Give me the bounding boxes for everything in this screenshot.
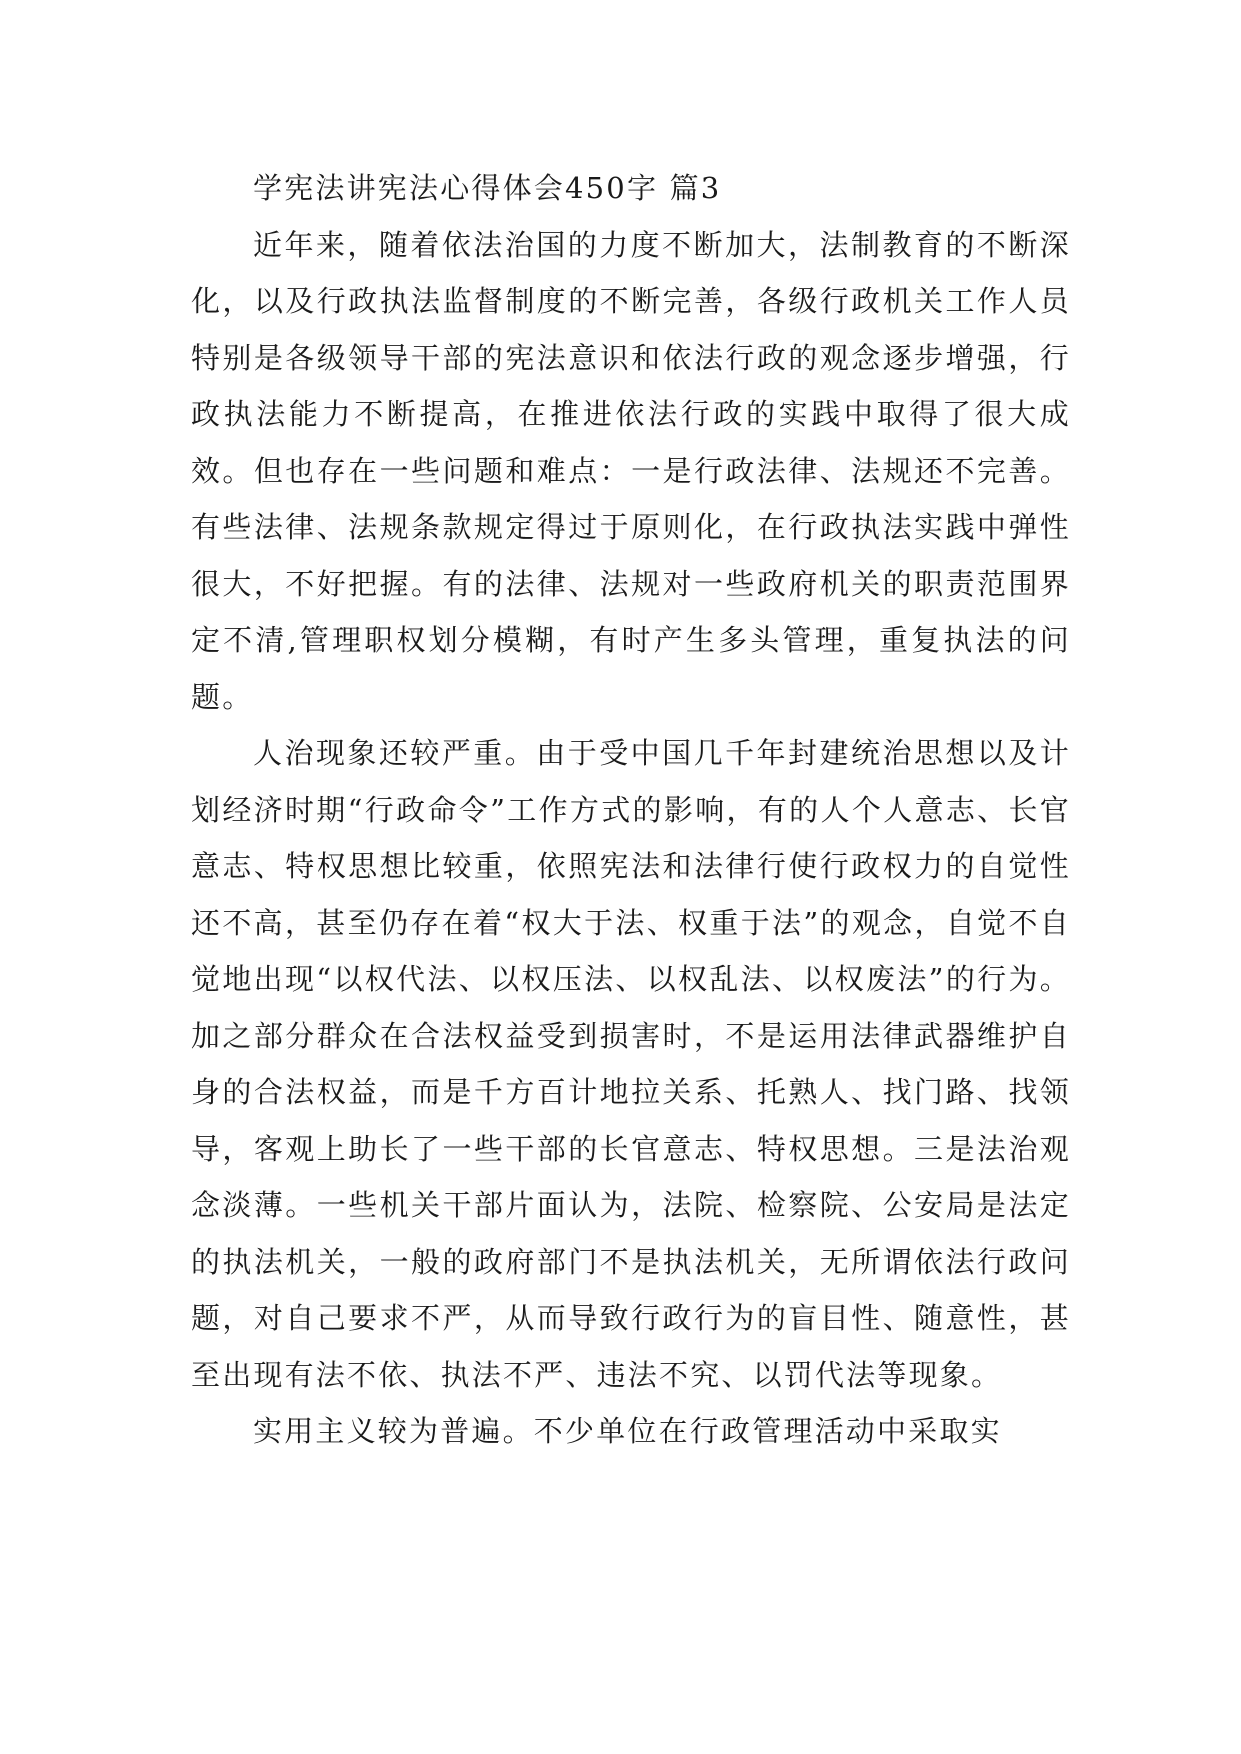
paragraph-2: 人治现象还较严重。由于受中国几千年封建统治思想以及计划经济时期“行政命令”工作方式的影响，有的人个人意志、长官意志、特权思想比较重，依照宪法和法律行使行政权力的自觉性还不高，甚至仍存在着“权大于法、权重于法”的观念，自觉不自觉地出现“以权代法、以权压法、以权乱法、以权废法”的行为。加之部分群众在合法权益受到损害时，不是运用法律武器维护自身的合法权益，而是千方百计地拉关系、托熟人、找门路、找领导，客观上助长了一些干部的长官意志、特权思想。三是法治观念淡薄。一些机关干部片面认为，法院、检察院、公安局是法定的执法机关，一般的政府部门不是执法机关，无所谓依法行政问题，对自己要求不严，从而导致行政行为的盲目性、随意性，甚至出现有法不依、执法不严、违法不究、以罚代法等现象。 bbox=[191, 736, 1071, 1392]
paragraph-3: 实用主义较为普遍。不少单位在行政管理活动中采取实 bbox=[253, 1414, 1002, 1448]
paragraph-1: 近年来，随着依法治国的力度不断加大，法制教育的不断深化，以及行政执法监督制度的不断完善，各级行政机关工作人员特别是各级领导干部的宪法意识和依法行政的观念逐步增强，行政执法能力不断提高，在推进依法行政的实践中取得了很大成效。但也存在一些问题和难点：一是行政法律、法规还不完善。有些法律、法规条款规定得过于原则化，在行政执法实践中弹性很大，不好把握。有的法律、法规对一些政府机关的职责范围界定不清,管理职权划分模糊，有时产生多头管理，重复执法的问题。 bbox=[191, 227, 1071, 714]
document-body bbox=[191, 160, 1071, 1460]
document-title: 学宪法讲宪法心得体会450字 篇3 bbox=[253, 171, 722, 205]
